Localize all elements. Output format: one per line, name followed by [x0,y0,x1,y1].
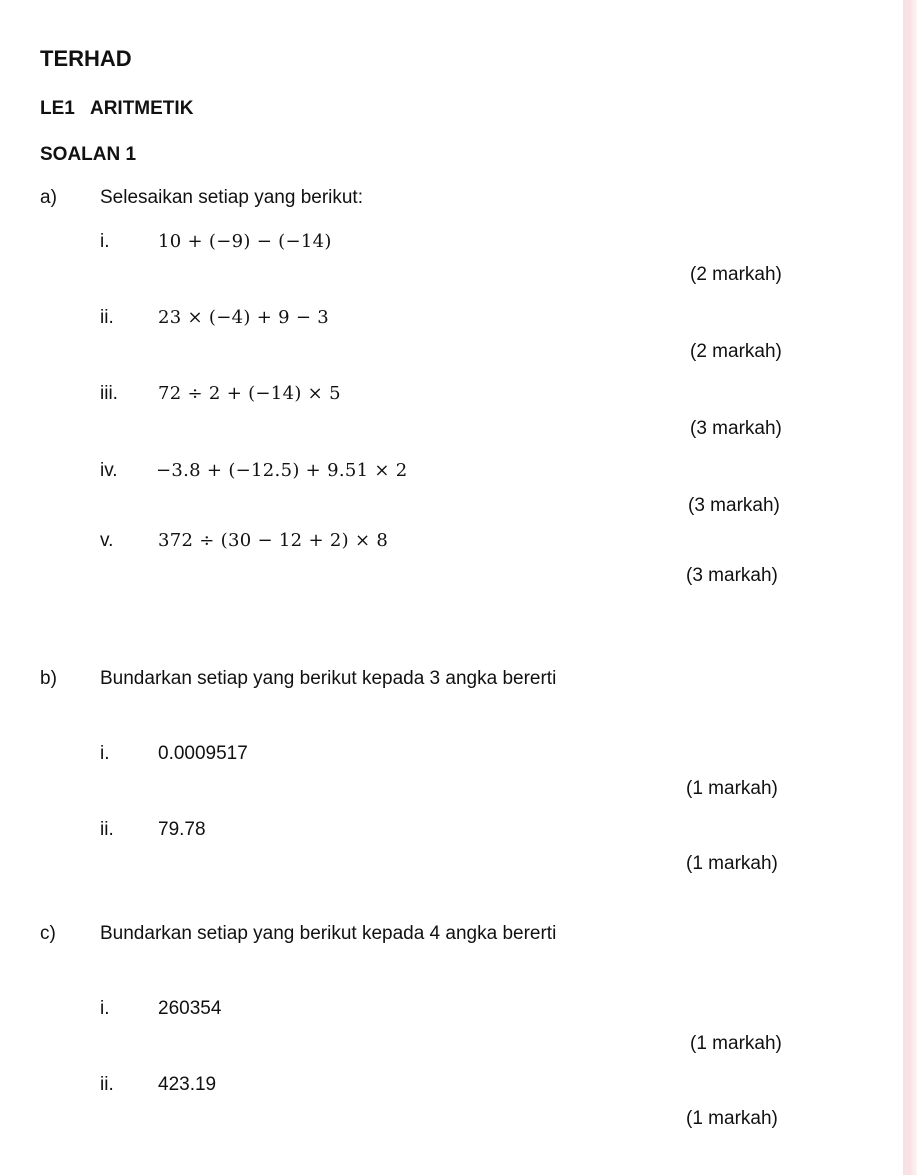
classification-label: TERHAD [40,46,132,71]
part-b-item-2-value: 79.78 [158,819,206,840]
part-a-item-2-marks: (2 markah) [690,341,782,362]
part-b-instruction: Bundarkan setiap yang berikut kepada 3 angka bererti [100,668,557,689]
part-a-item-2-number: ii. [100,307,114,328]
question-title: SOALAN 1 [40,144,137,165]
part-a-item-3-marks: (3 markah) [690,418,782,439]
part-c-instruction: Bundarkan setiap yang berikut kepada 4 angka bererti [100,923,557,944]
part-a-item-5-marks: (3 markah) [686,565,778,586]
part-c-label: c) [40,923,56,944]
part-a-item-1-number: i. [100,231,110,252]
part-a-item-5-expression: 372 ÷ (30 − 12 + 2) × 8 [158,530,389,551]
part-a-item-3-expression: 72 ÷ 2 + (−14) × 5 [158,383,341,404]
part-a-item-5-number: v. [100,530,114,551]
part-a-instruction: Selesaikan setiap yang berikut: [100,187,363,208]
part-a-item-1-marks: (2 markah) [690,264,782,285]
part-c-item-1-number: i. [100,998,110,1019]
chapter-title: LE1 ARITMETIK [40,98,194,119]
part-c-item-2-marks: (1 markah) [686,1108,778,1129]
part-a-item-4-number: iv. [100,460,118,481]
part-b-item-1-value: 0.0009517 [158,743,248,764]
part-a-item-4-expression: −3.8 + (−12.5) + 9.51 × 2 [156,460,408,481]
part-a-item-2-expression: 23 × (−4) + 9 − 3 [158,307,330,328]
part-a-item-3-number: iii. [100,383,118,404]
part-a-label: a) [40,187,57,208]
part-c-item-1-value: 260354 [158,998,222,1019]
part-c-item-2-number: ii. [100,1074,114,1095]
page-edge-shadow [903,0,917,1175]
part-c-item-2-value: 423.19 [158,1074,217,1095]
part-a-item-1-expression: 10 + (−9) − (−14) [158,231,332,252]
part-b-item-2-number: ii. [100,819,114,840]
part-b-label: b) [40,668,57,689]
part-c-item-1-marks: (1 markah) [690,1033,782,1054]
part-b-item-2-marks: (1 markah) [686,853,778,874]
part-a-item-4-marks: (3 markah) [688,495,780,516]
part-b-item-1-number: i. [100,743,110,764]
part-b-item-1-marks: (1 markah) [686,778,778,799]
